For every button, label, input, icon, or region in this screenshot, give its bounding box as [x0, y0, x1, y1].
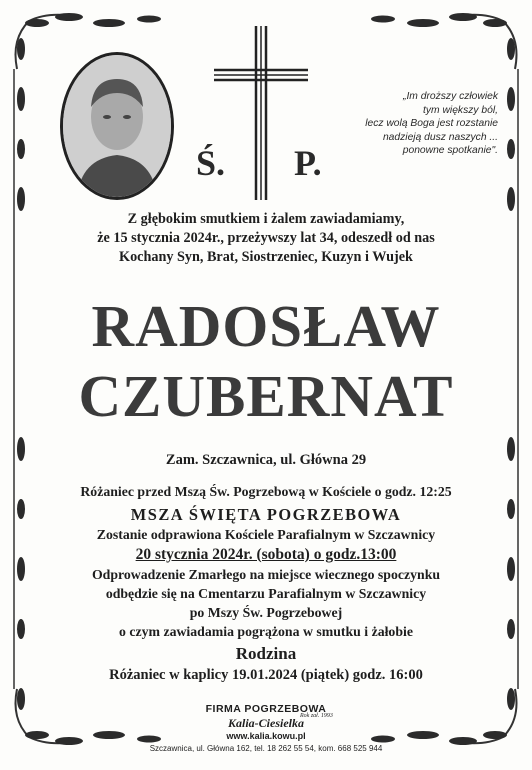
footer-brand: Kalia-Ciesielka	[228, 716, 304, 730]
quote	[330, 90, 498, 158]
burial-line: po Mszy Św. Pogrzebowej	[189, 605, 343, 620]
mass-place: Zostanie odprawiona Kościele Parafialnym w Szczawnicy	[96, 527, 436, 542]
quote-line: ponowne spotkanie".	[402, 145, 498, 156]
burial-line: Odprowadzenie Zmarłego na miejsce wiecznego spoczynku	[91, 567, 441, 582]
mass-title: MSZA ŚWIĘTA POGRZEBOWA	[130, 505, 402, 524]
intro-line: Z głębokim smutkiem i żalem zawiadamiamy,	[127, 211, 405, 227]
quote-line: „Im droższy człowiek	[403, 91, 498, 102]
first-name: RADOSŁAW	[91, 293, 441, 359]
quote-line: tym większy ból,	[423, 104, 498, 116]
portrait-photo	[60, 52, 174, 200]
intro-line: Kochany Syn, Brat, Siostrzeniec, Kuzyn i Wujek	[119, 249, 413, 265]
intro-line: że 15 stycznia 2024r., przeżywszy lat 34, odeszedł od nas	[97, 230, 435, 246]
last-name: CZUBERNAT	[78, 363, 454, 429]
burial-line: o czym zawiadamia pogrążona w smutku i żałobie	[119, 624, 413, 639]
footer-since: Rok zał. 1993	[300, 713, 333, 719]
footer-website[interactable]: www.kalia.kowu.pl	[226, 731, 306, 741]
mass-date: 20 stycznia 2024r. (sobota) o godz.13:00	[135, 546, 397, 563]
rosary-chapel: Różaniec w kaplicy 19.01.2024 (piątek) godz. 16:00	[109, 667, 423, 683]
family: Rodzina	[235, 644, 297, 663]
quote-line: nadzieją dusz naszych ...	[382, 131, 498, 143]
burial-line: odbędzie się na Cmentarzu Parafialnym w Szczawnicy	[105, 586, 427, 601]
quote-line: lecz wolą Boga jest rozstanie	[365, 118, 498, 129]
symbol-s: Ś.	[196, 143, 226, 183]
footer-address: Szczawnica, ul. Główna 162, tel. 18 262 55 54, kom. 668 525 944	[149, 744, 383, 753]
footer-firm: FIRMA POGRZEBOWA	[205, 703, 327, 715]
address: Zam. Szczawnica, ul. Główna 29	[165, 452, 367, 468]
symbol-p: P.	[294, 143, 322, 183]
rosary-before: Różaniec przed Mszą Św. Pogrzebową w Kościele o godz. 12:25	[80, 484, 452, 499]
